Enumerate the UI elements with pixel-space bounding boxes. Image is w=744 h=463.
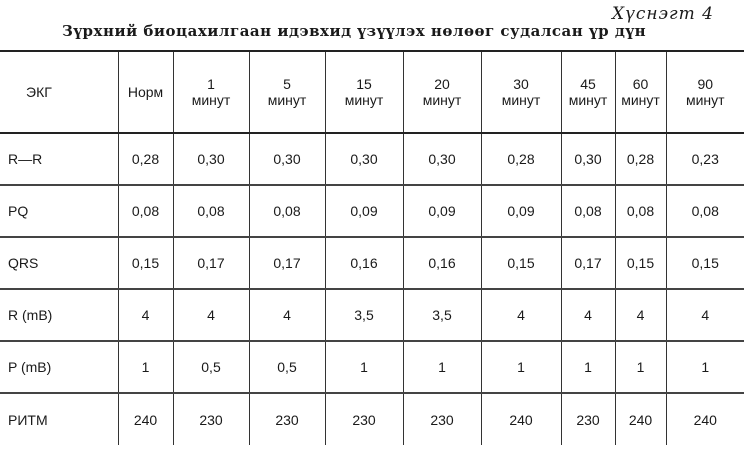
header-time-value: 15 bbox=[356, 76, 372, 92]
cell-value: 3,5 bbox=[403, 289, 481, 341]
cell-value: 0,15 bbox=[666, 237, 744, 289]
table-number-label: Хүснэгт 4 bbox=[612, 4, 714, 24]
header-row bbox=[0, 51, 744, 133]
cell-value: 0,30 bbox=[403, 133, 481, 185]
header-time-value: 30 bbox=[513, 76, 529, 92]
cell-value: 240 bbox=[615, 393, 666, 445]
cell-value: 230 bbox=[403, 393, 481, 445]
header-time bbox=[249, 51, 325, 133]
cell-value: 0,15 bbox=[118, 237, 173, 289]
table-row bbox=[0, 289, 744, 341]
cell-value: 0,09 bbox=[481, 185, 561, 237]
cell-value: 0,08 bbox=[249, 185, 325, 237]
header-time bbox=[615, 51, 666, 133]
row-label: РИТМ bbox=[8, 411, 48, 428]
cell-value: 230 bbox=[561, 393, 615, 445]
row-label: R (mB) bbox=[8, 307, 53, 323]
table-row bbox=[0, 393, 744, 445]
cell-value: 0,09 bbox=[403, 185, 481, 237]
header-time-value: 45 bbox=[580, 76, 596, 92]
cell-value: 1 bbox=[561, 341, 615, 393]
row-label: P (mB) bbox=[8, 359, 52, 375]
header-time-value: 20 bbox=[434, 76, 450, 92]
cell-value: 0,15 bbox=[615, 237, 666, 289]
cell-value: 1 bbox=[481, 341, 561, 393]
cell-value: 230 bbox=[173, 393, 249, 445]
table-title: Зүрхний биоцахилгаан идэвхид үзүүлэх нөлөөг судалсан үр дүн bbox=[62, 22, 647, 40]
header-time bbox=[666, 51, 744, 133]
cell-value: 0,08 bbox=[173, 185, 249, 237]
cell-value: 0,08 bbox=[118, 185, 173, 237]
header-time-unit: минут bbox=[501, 92, 541, 108]
cell-value: 4 bbox=[561, 289, 615, 341]
cell-value: 1 bbox=[118, 341, 173, 393]
ecg-results-table bbox=[0, 50, 744, 445]
cell-value: 4 bbox=[249, 289, 325, 341]
cell-value: 4 bbox=[173, 289, 249, 341]
cell-value: 1 bbox=[615, 341, 666, 393]
header-time bbox=[173, 51, 249, 133]
cell-value: 240 bbox=[118, 393, 173, 445]
cell-value: 0,5 bbox=[173, 341, 249, 393]
cell-value: 1 bbox=[403, 341, 481, 393]
header-time bbox=[561, 51, 615, 133]
header-norm: Норм bbox=[118, 51, 173, 133]
header-time bbox=[325, 51, 403, 133]
header-time-value: 60 bbox=[632, 76, 649, 92]
cell-value: 0,16 bbox=[325, 237, 403, 289]
header-time bbox=[403, 51, 481, 133]
cell-value: 0,30 bbox=[173, 133, 249, 185]
cell-value: 240 bbox=[666, 393, 744, 445]
cell-value: 230 bbox=[325, 393, 403, 445]
table-row bbox=[0, 185, 744, 237]
header-time bbox=[481, 51, 561, 133]
cell-value: 0,23 bbox=[666, 133, 744, 185]
cell-value: 0,08 bbox=[615, 185, 666, 237]
row-label: PQ bbox=[8, 203, 29, 219]
cell-value: 0,28 bbox=[481, 133, 561, 185]
header-time-unit: минут bbox=[568, 92, 608, 108]
header-time-value: 90 bbox=[697, 76, 714, 92]
cell-value: 4 bbox=[118, 289, 173, 341]
header-time-unit: минут bbox=[685, 92, 725, 108]
table-row bbox=[0, 341, 744, 393]
table-row bbox=[0, 237, 744, 289]
row-label: R—R bbox=[8, 151, 43, 167]
cell-value: 1 bbox=[666, 341, 744, 393]
header-time-unit: минут bbox=[344, 92, 384, 108]
header-time-value: 1 bbox=[207, 76, 215, 92]
cell-value: 4 bbox=[481, 289, 561, 341]
cell-value: 0,17 bbox=[561, 237, 615, 289]
cell-value: 1 bbox=[325, 341, 403, 393]
cell-value: 0,5 bbox=[249, 341, 325, 393]
cell-value: 0,08 bbox=[666, 185, 744, 237]
cell-value: 0,09 bbox=[325, 185, 403, 237]
cell-value: 0,30 bbox=[249, 133, 325, 185]
cell-value: 0,28 bbox=[615, 133, 666, 185]
cell-value: 0,17 bbox=[173, 237, 249, 289]
cell-value: 0,30 bbox=[325, 133, 403, 185]
cell-value: 0,30 bbox=[561, 133, 615, 185]
header-ecg: ЭКГ bbox=[26, 84, 52, 100]
cell-value: 4 bbox=[666, 289, 744, 341]
cell-value: 0,28 bbox=[118, 133, 173, 185]
header-time-unit: минут bbox=[191, 92, 231, 108]
header-time-unit: минут bbox=[267, 92, 307, 108]
cell-value: 230 bbox=[249, 393, 325, 445]
cell-value: 240 bbox=[481, 393, 561, 445]
row-label: QRS bbox=[8, 255, 39, 271]
cell-value: 0,08 bbox=[561, 185, 615, 237]
cell-value: 0,15 bbox=[481, 237, 561, 289]
header-time-unit: минут bbox=[422, 92, 462, 108]
cell-value: 0,16 bbox=[403, 237, 481, 289]
header-time-unit: минут bbox=[621, 92, 660, 108]
table-row bbox=[0, 133, 744, 185]
cell-value: 0,17 bbox=[249, 237, 325, 289]
cell-value: 3,5 bbox=[325, 289, 403, 341]
cell-value: 4 bbox=[615, 289, 666, 341]
header-time-value: 5 bbox=[283, 76, 291, 92]
